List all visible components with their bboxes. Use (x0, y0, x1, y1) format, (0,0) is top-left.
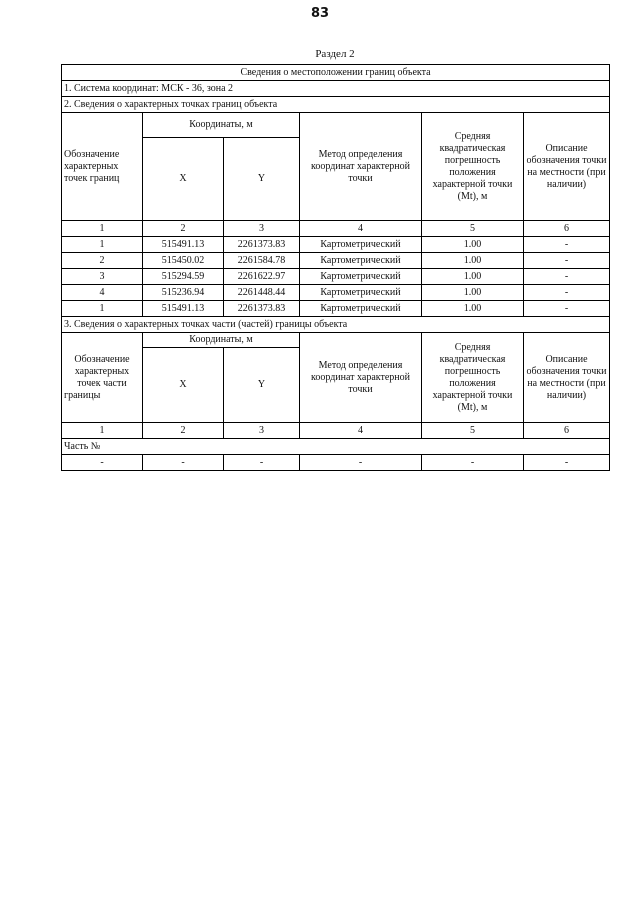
coord-y: 2261448.44 (224, 285, 300, 301)
coord-x: 515450.02 (143, 253, 224, 269)
coord-y: 2261373.83 (224, 301, 300, 317)
point-id: 3 (62, 269, 143, 285)
accuracy: 1.00 (422, 285, 524, 301)
table-row (62, 285, 610, 301)
method: Картометрический (300, 253, 422, 269)
header-point-label: Обозначение характерных точек границ (62, 113, 143, 221)
header-accuracy: Средняя квадратическая погрешность положения характерной точки (Mt), м (422, 333, 524, 423)
coord-y: 2261373.83 (224, 237, 300, 253)
page-number: 83 (310, 6, 330, 21)
col-number: 4 (300, 221, 422, 237)
col-number: 1 (62, 423, 143, 439)
accuracy: - (422, 455, 524, 471)
point-id: 1 (62, 237, 143, 253)
col-number: 5 (422, 221, 524, 237)
header-method: Метод определения координат характерной точки (300, 333, 422, 423)
header-x: X (143, 348, 224, 423)
table-row (62, 237, 610, 253)
col-number: 1 (62, 221, 143, 237)
description: - (524, 237, 610, 253)
col-number: 6 (524, 423, 610, 439)
point-id: 4 (62, 285, 143, 301)
part-label: Часть № (62, 439, 610, 455)
description: - (524, 269, 610, 285)
header-method: Метод определения координат характерной точки (300, 113, 422, 221)
description: - (524, 253, 610, 269)
header-description: Описание обозначения точки на местности (при наличии) (524, 113, 610, 221)
table-row (62, 301, 610, 317)
method: Картометрический (300, 237, 422, 253)
coord-y: 2261622.97 (224, 269, 300, 285)
table-row (62, 253, 610, 269)
coord-y: 2261584.78 (224, 253, 300, 269)
coord-system: 1. Система координат: МСК - 36, зона 2 (62, 81, 610, 97)
header-coords: Координаты, м (143, 113, 300, 138)
method: - (300, 455, 422, 471)
col-number: 6 (524, 221, 610, 237)
point-id: 2 (62, 253, 143, 269)
description: - (524, 301, 610, 317)
table-title: Сведения о местоположении границ объекта (62, 65, 610, 81)
coord-x: - (143, 455, 224, 471)
table-row (62, 455, 610, 471)
method: Картометрический (300, 269, 422, 285)
header-x: X (143, 138, 224, 221)
point-id: 1 (62, 301, 143, 317)
header-coords: Координаты, м (143, 333, 300, 348)
coord-x: 515491.13 (143, 237, 224, 253)
col-number: 5 (422, 423, 524, 439)
header-accuracy: Средняя квадратическая погрешность положения характерной точки (Mt), м (422, 113, 524, 221)
point-id: - (62, 455, 143, 471)
description: - (524, 455, 610, 471)
coord-x: 515236.94 (143, 285, 224, 301)
description: - (524, 285, 610, 301)
boundary-table (61, 64, 610, 471)
header-y: Y (224, 138, 300, 221)
col-number: 2 (143, 423, 224, 439)
header-description: Описание обозначения точки на местности (при наличии) (524, 333, 610, 423)
accuracy: 1.00 (422, 269, 524, 285)
accuracy: 1.00 (422, 253, 524, 269)
accuracy: 1.00 (422, 237, 524, 253)
col-number: 4 (300, 423, 422, 439)
section-title: Раздел 2 (315, 48, 355, 60)
method: Картометрический (300, 285, 422, 301)
header-point-label: Обозначение характерных точек части границы (62, 333, 143, 423)
col-number: 2 (143, 221, 224, 237)
col-number: 3 (224, 221, 300, 237)
coord-x: 515294.59 (143, 269, 224, 285)
header-y: Y (224, 348, 300, 423)
coord-y: - (224, 455, 300, 471)
part3-title: 3. Сведения о характерных точках части (частей) границы объекта (62, 317, 610, 333)
coord-x: 515491.13 (143, 301, 224, 317)
accuracy: 1.00 (422, 301, 524, 317)
table-row (62, 269, 610, 285)
col-number: 3 (224, 423, 300, 439)
method: Картометрический (300, 301, 422, 317)
part2-title: 2. Сведения о характерных точках границ объекта (62, 97, 610, 113)
